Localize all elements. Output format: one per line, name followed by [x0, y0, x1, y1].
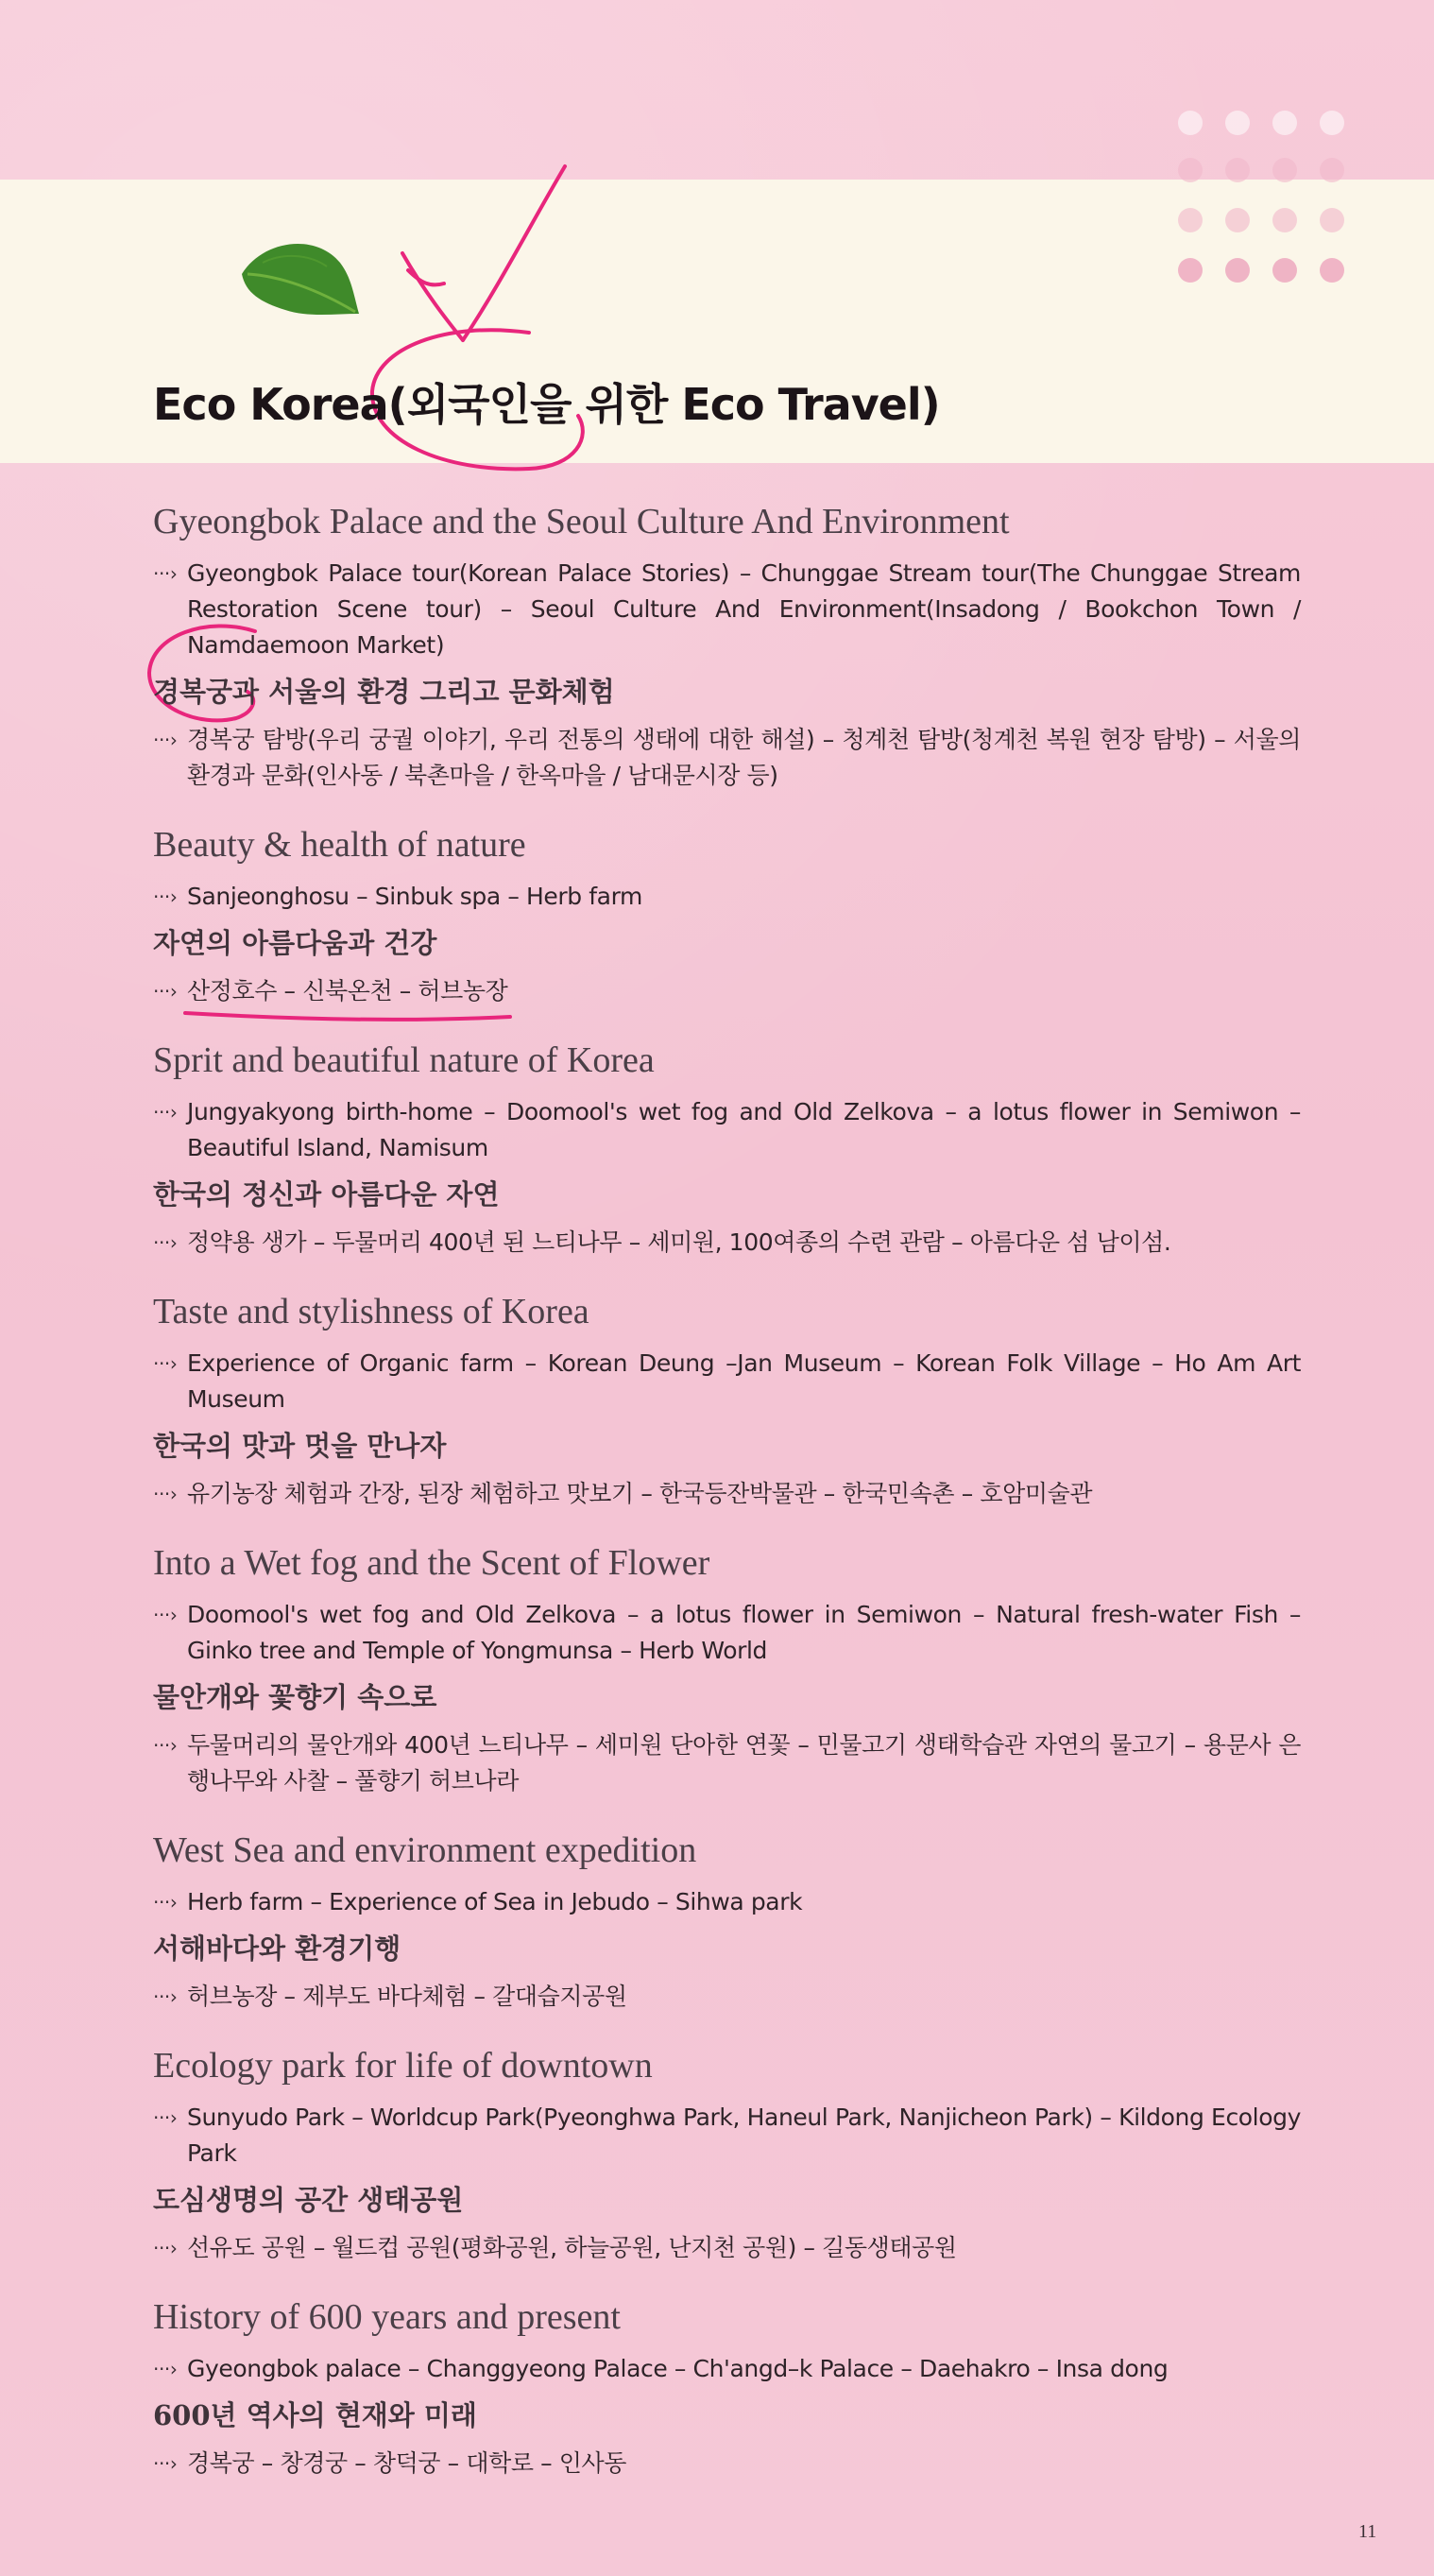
- tour-description-ko-text: 두물머리의 물안개와 400년 느티나무 – 세미원 단아한 연꽃 – 민물고기 생태학습관 자연의 물고기 – 용문사 은행나무와 사찰 – 풀향기 허브나라: [187, 1731, 1301, 1795]
- arrow-bullet-icon: ···›: [153, 1352, 178, 1375]
- tour-description-en-text: Sunyudo Park – Worldcup Park(Pyeonghwa Park, Haneul Park, Nanjicheon Park) – Kildong Ecology Park: [187, 2104, 1301, 2167]
- tour-description-en: [153, 2351, 1301, 2387]
- tour-description-ko: [153, 2446, 1301, 2482]
- tour-section: [153, 1291, 1301, 1512]
- tour-title-en: Beauty & health of nature: [153, 825, 526, 865]
- arrow-bullet-icon: ···›: [153, 885, 178, 908]
- tour-title-en: Sprit and beautiful nature of Korea: [153, 1040, 655, 1080]
- tour-description-en: [153, 1346, 1301, 1417]
- tour-description-en: [153, 1884, 1301, 1920]
- arrow-bullet-icon: ···›: [153, 1483, 178, 1505]
- tour-title-en: West Sea and environment expedition: [153, 1830, 697, 1870]
- tour-description-ko-text: 허브농장 – 제부도 바다체험 – 갈대습지공원: [187, 1983, 627, 2010]
- dot-grid-pattern: [1169, 102, 1358, 301]
- tour-title-ko: 한국의 맛과 멋을 만나자: [153, 1430, 447, 1462]
- arrow-bullet-icon: ···›: [153, 1734, 178, 1757]
- tour-section: [153, 2296, 1301, 2482]
- tour-description-ko: [153, 1476, 1301, 1512]
- arrow-bullet-icon: ···›: [153, 2452, 178, 2475]
- tour-title-ko: 도심생명의 공간 생태공원: [153, 2184, 464, 2216]
- tour-section: [153, 1039, 1301, 1261]
- tour-description-ko-text: 정약용 생가 – 두물머리 400년 된 느티나무 – 세미원, 100여종의 수련 관람 – 아름다운 섬 남이섬.: [187, 1228, 1171, 1256]
- tour-description-en: [153, 2100, 1301, 2172]
- tour-section: [153, 501, 1301, 794]
- arrow-bullet-icon: ···›: [153, 1891, 178, 1914]
- arrow-bullet-icon: ···›: [153, 980, 178, 1003]
- tour-description-en: [153, 1597, 1301, 1669]
- tour-title-en: Ecology park for life of downtown: [153, 2046, 653, 2086]
- page-number: 11: [1358, 2521, 1377, 2542]
- tour-title-en: Gyeongbok Palace and the Seoul Culture And Environment: [153, 502, 1010, 541]
- arrow-bullet-icon: ···›: [153, 2358, 178, 2380]
- tour-description-en: [153, 879, 1301, 915]
- tour-description-ko-text: 유기농장 체험과 간장, 된장 체험하고 맛보기 – 한국등잔박물관 – 한국민속촌 – 호암미술관: [187, 1480, 1093, 1507]
- tour-section: [153, 824, 1301, 1009]
- tour-title-ko: 자연의 아름다움과 건강: [153, 927, 437, 959]
- arrow-bullet-icon: ···›: [153, 729, 178, 751]
- tour-list: [153, 501, 1301, 2512]
- arrow-bullet-icon: ···›: [153, 562, 178, 585]
- tour-description-en-text: Gyeongbok palace – Changgyeong Palace – Ch'angd–k Palace – Daehakro – Insa dong: [187, 2355, 1169, 2382]
- tour-title-en: Taste and stylishness of Korea: [153, 1292, 589, 1331]
- tour-description-ko: [153, 1727, 1301, 1799]
- tour-description-ko: [153, 973, 1301, 1009]
- tour-title-ko: 서해바다와 환경기행: [153, 1932, 401, 1965]
- tour-description-ko: [153, 1979, 1301, 2015]
- tour-section: [153, 1829, 1301, 2015]
- tour-description-ko-text: 경복궁 탐방(우리 궁궐 이야기, 우리 전통의 생태에 대한 해설) – 청계천 탐방(청계천 복원 현장 탐방) – 서울의 환경과 문화(인사동 / 북촌마을 / 한옥마을 / 남대문시장 등): [187, 726, 1301, 789]
- tour-title-ko: 경복궁과 서울의 환경 그리고 문화체험: [153, 676, 615, 708]
- tour-description-en: [153, 1094, 1301, 1166]
- tour-title-ko: 물안개와 꽃향기 속으로: [153, 1681, 437, 1713]
- tour-section: [153, 2045, 1301, 2266]
- tour-description-en: [153, 556, 1301, 663]
- arrow-bullet-icon: ···›: [153, 1101, 178, 1124]
- tour-description-en-text: Doomool's wet fog and Old Zelkova – a lotus flower in Semiwon – Natural fresh-water Fish – Ginko tree and Temple of Yongmunsa – Herb World: [187, 1601, 1301, 1664]
- leaf-icon: [234, 234, 367, 329]
- tour-description-en-text: Herb farm – Experience of Sea in Jebudo – Sihwa park: [187, 1888, 803, 1915]
- arrow-bullet-icon: ···›: [153, 2106, 178, 2129]
- arrow-bullet-icon: ···›: [153, 1231, 178, 1254]
- tour-description-ko: [153, 722, 1301, 794]
- page-title: Eco Korea(외국인을 위한 Eco Travel): [153, 379, 940, 430]
- arrow-bullet-icon: ···›: [153, 1985, 178, 2008]
- tour-description-ko: [153, 2230, 1301, 2266]
- tour-description-en-text: Experience of Organic farm – Korean Deung –Jan Museum – Korean Folk Village – Ho Am Art Museum: [187, 1349, 1301, 1413]
- tour-description-en-text: Jungyakyong birth-home – Doomool's wet fog and Old Zelkova – a lotus flower in Semiwon – Beautiful Island, Namisum: [187, 1098, 1301, 1161]
- arrow-bullet-icon: ···›: [153, 1604, 178, 1626]
- tour-title-ko: 한국의 정신과 아름다운 자연: [153, 1178, 500, 1211]
- arrow-bullet-icon: ···›: [153, 2237, 178, 2259]
- tour-description-ko-text: 경복궁 – 창경궁 – 창덕궁 – 대학로 – 인사동: [187, 2449, 627, 2477]
- tour-section: [153, 1542, 1301, 1799]
- tour-description-ko: [153, 1225, 1301, 1261]
- tour-title-ko: 600년 역사의 현재와 미래: [153, 2399, 477, 2431]
- tour-description-ko-text: 선유도 공원 – 월드컵 공원(평화공원, 하늘공원, 난지천 공원) – 길동생태공원: [187, 2234, 957, 2261]
- tour-title-en: History of 600 years and present: [153, 2297, 621, 2337]
- tour-description-en-text: Gyeongbok Palace tour(Korean Palace Stories) – Chunggae Stream tour(The Chunggae Stream Restoration Scene tour) – Seoul Culture And Environment(Insadong / Bookchon Town / Namdaemoon Market): [187, 559, 1301, 659]
- tour-title-en: Into a Wet fog and the Scent of Flower: [153, 1543, 710, 1583]
- tour-description-ko-text: 산정호수 – 신북온천 – 허브농장: [187, 977, 508, 1005]
- tour-description-en-text: Sanjeonghosu – Sinbuk spa – Herb farm: [187, 883, 642, 910]
